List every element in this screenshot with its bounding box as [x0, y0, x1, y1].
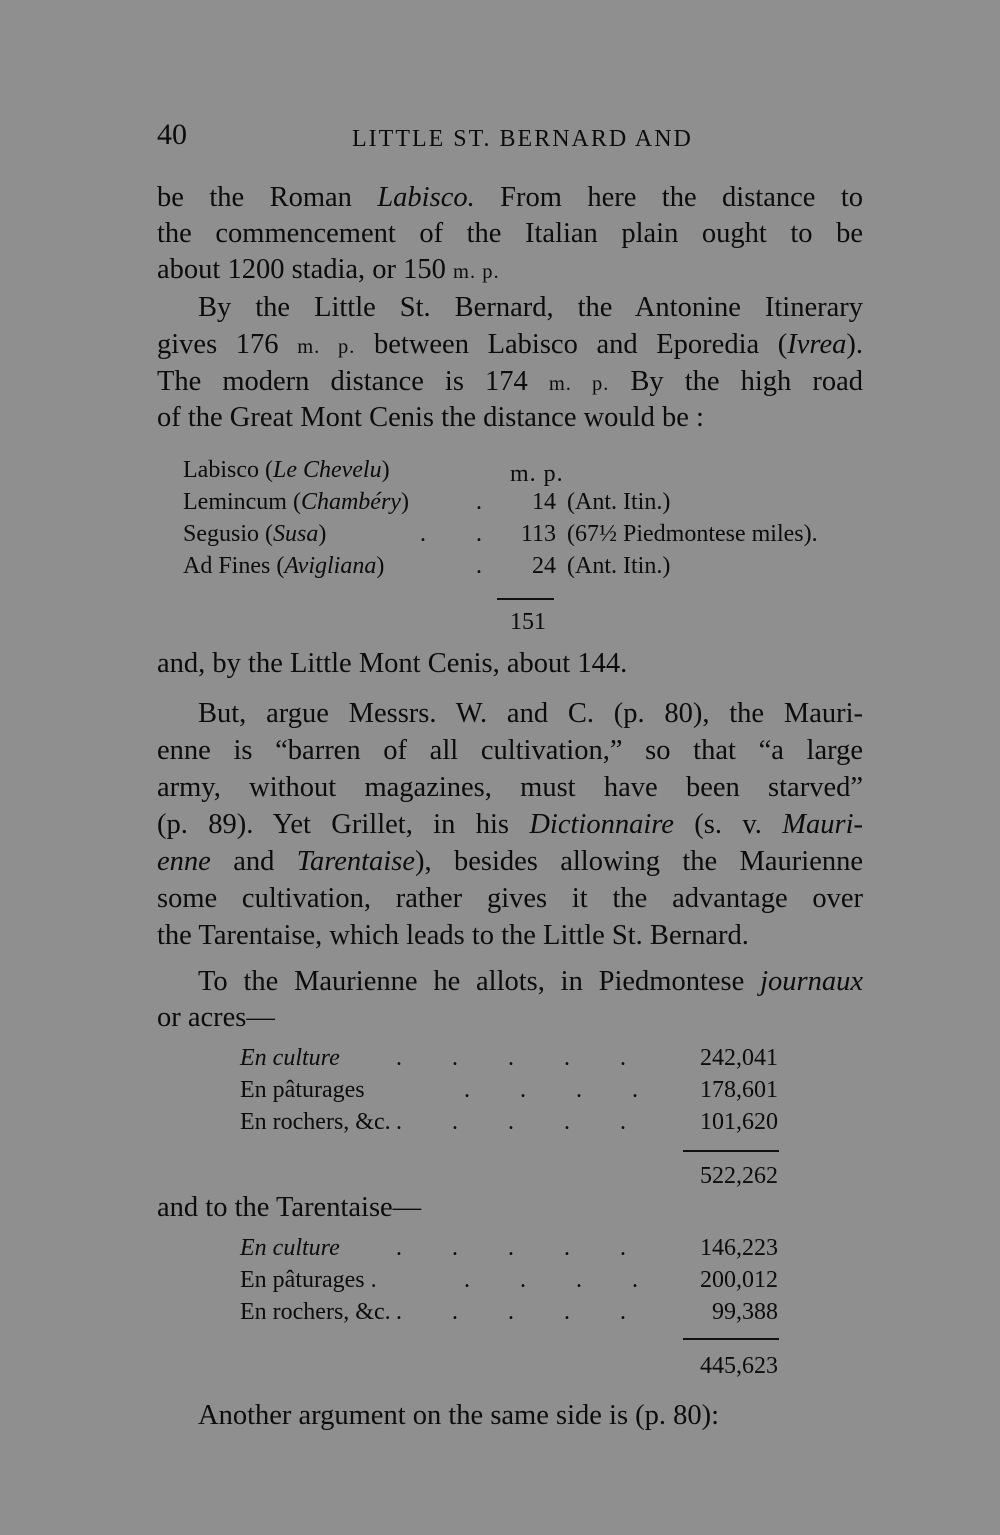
- leader-dots: . . . .: [464, 1267, 660, 1293]
- leader-dots: . . . . .: [396, 1109, 648, 1135]
- route-note: (67½ Piedmontese miles).: [567, 521, 818, 547]
- sum-rule: [683, 1150, 779, 1152]
- paragraph-3: and, by the Little Mont Cenis, about 144.: [157, 648, 628, 679]
- land-total: 445,623: [700, 1353, 778, 1379]
- route-note: (Ant. Itin.): [567, 553, 671, 579]
- land-label: En rochers, &c.: [240, 1299, 391, 1325]
- text-line: By the Little St. Bernard, the Antonine Itinerary: [198, 292, 863, 323]
- land-value: 200,012: [700, 1267, 778, 1293]
- text-line: about 1200 stadia, or 150 m. p.: [157, 254, 500, 285]
- text-line: army, without magazines, must have been starved”: [157, 772, 863, 803]
- text-line: The modern distance is 174 m. p. By the high road: [157, 366, 863, 397]
- unit-header: m. p.: [510, 461, 564, 487]
- leader-dots: . . . . .: [396, 1045, 648, 1071]
- text-line: the commencement of the Italian plain ought to be: [157, 218, 863, 249]
- text-line: be the Roman Labisco. From here the distance to: [157, 182, 863, 213]
- land-label: En rochers, &c.: [240, 1109, 391, 1135]
- land-label: En pâturages: [240, 1077, 365, 1103]
- route-miles: 24: [532, 553, 556, 579]
- running-title: LITTLE ST. BERNARD AND: [352, 126, 693, 152]
- text-line: some cultivation, rather gives it the advantage over: [157, 883, 863, 914]
- paragraph-6: Another argument on the same side is (p. 80):: [198, 1400, 720, 1431]
- route-miles: 14: [532, 489, 556, 515]
- leader-dots: . . . .: [464, 1077, 660, 1103]
- leader-dots: . . . . .: [396, 1235, 648, 1261]
- text-line: of the Great Mont Cenis the distance would be :: [157, 402, 704, 433]
- route-place: Segusio (Susa): [183, 521, 327, 547]
- leader-dots: .: [476, 489, 482, 515]
- land-label: En culture: [240, 1045, 340, 1071]
- leader-dots: .: [476, 553, 482, 579]
- land-label: En pâturages .: [240, 1267, 377, 1293]
- leader-dots: . . . . .: [396, 1299, 648, 1325]
- text-line: But, argue Messrs. W. and C. (p. 80), the Mauri-: [198, 698, 863, 729]
- text-line: or acres—: [157, 1002, 275, 1033]
- land-value: 242,041: [700, 1045, 778, 1071]
- route-total: 151: [510, 609, 546, 635]
- land-total: 522,262: [700, 1163, 778, 1189]
- land-value: 178,601: [700, 1077, 778, 1103]
- tarentaise-intro: and to the Tarentaise—: [157, 1192, 422, 1223]
- land-value: 146,223: [700, 1235, 778, 1261]
- page-number: 40: [157, 118, 187, 151]
- route-miles: 113: [520, 521, 556, 547]
- text-line: enne is “barren of all cultivation,” so that “a large: [157, 735, 863, 766]
- land-value: 99,388: [712, 1299, 778, 1325]
- sum-rule: [683, 1338, 779, 1340]
- land-value: 101,620: [700, 1109, 778, 1135]
- route-place: Lemincum (Chambéry): [183, 489, 409, 515]
- route-note: (Ant. Itin.): [567, 489, 671, 515]
- text-line: To the Maurienne he allots, in Piedmontese journaux: [198, 966, 863, 997]
- leader-dots: . .: [420, 521, 504, 547]
- route-place: Labisco (Le Chevelu): [183, 457, 390, 483]
- text-line: the Tarentaise, which leads to the Little St. Bernard.: [157, 920, 749, 951]
- land-label: En culture: [240, 1235, 340, 1261]
- text-line: enne and Tarentaise), besides allowing the Maurienne: [157, 846, 863, 877]
- text-line: gives 176 m. p. between Labisco and Eporedia (Ivrea).: [157, 329, 863, 360]
- text-line: (p. 89). Yet Grillet, in his Dictionnaire (s. v. Mauri-: [157, 809, 864, 840]
- sum-rule: [497, 598, 554, 600]
- route-place: Ad Fines (Avigliana): [183, 553, 385, 579]
